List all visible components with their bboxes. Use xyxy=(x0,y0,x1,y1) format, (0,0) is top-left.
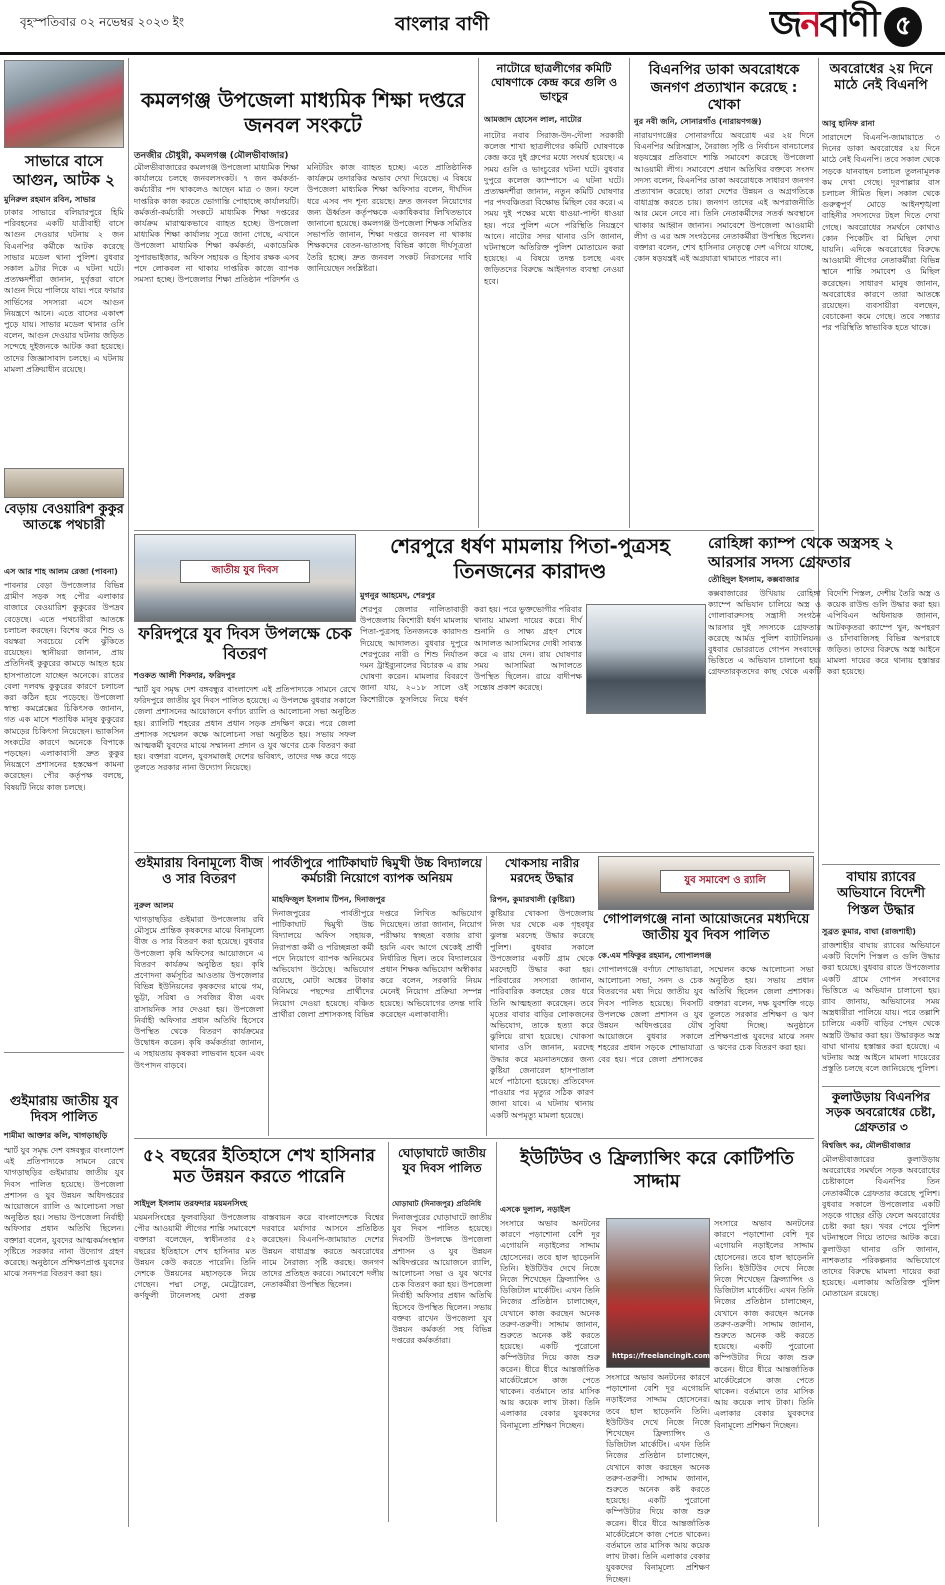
article-body-gopalganj: গোপালগঞ্জে বর্ণাঢ্য শোভাযাত্রা, আলোচনা সভা, সনদ ও চেক বিতরণের মধ্য দিয়ে জাতীয় যুব দিবস পালিত হয়েছে। দিবসটি উপলক্ষে জেলা প্রশাসন ও যুব উন্নয়ন অধিদপ্তরের যৌথ আয়োজনে বুধবার সকালে শহরের প্রধান সড়কে শোভাযাত্রা বের হয়। পরে জেলা প্রশাসকের সম্মেলন কক্ষে আলোচনা সভা অনুষ্ঠিত হয়। সভায় প্রধান অতিথি ছিলেন জেলা প্রশাসক। বক্তারা বলেন, দক্ষ যুবশক্তি গড়ে তুলতে সরকার প্রশিক্ষণ ও ঋণ সুবিধা দিচ্ছে। অনুষ্ঠানে প্রশিক্ষণপ্রাপ্ত যুবদের মাঝে সনদ ও ঋণের চেক বিতরণ করা হয়। xyxy=(598,965,814,1064)
byline-blockade: আবু হানিফ রানা xyxy=(822,119,875,128)
separator xyxy=(134,530,814,531)
article-body-savar: ঢাকার সাভারে বলিয়ারপুরে হিমি পরিবহনের একটি যাত্রীবাহী বাসে আগুন দেওয়ার ঘটনায় ২ জন বিএনপির কর্মীকে আটক করেছে সাভার মডেল থানা পুলিশ। বুধবার সকাল ৯টার দিকে এ ঘটনা ঘটে। প্রত্যক্ষদর্শীরা জানান, দুর্বৃত্তরা বাসে আগুন দিয়ে পালিয়ে যায়। পরে ফায়ার সার্ভিসের সদস্যরা এসে আগুন নিয়ন্ত্রণে আনে। এতে বাসের একাংশ পুড়ে যায়। সাভার মডেল থানার ওসি বলেন, আগুন দেওয়ার ঘটনায় জড়িত সন্দেহে দুইজনকে আটক করা হয়েছে। তাদের জিজ্ঞাসাবাদ চলছে। এ ঘটনায় মামলা প্রক্রিয়াধীন রয়েছে। xyxy=(4,208,124,374)
separator xyxy=(134,852,814,853)
headline-sherpur: শেরপুরে ধর্ষণ মামলায় পিতা-পুত্রসহ তিনজনের কারাদণ্ড xyxy=(390,534,670,583)
separator xyxy=(822,1086,940,1087)
rally-banner: জাতীয় যুব দিবস xyxy=(180,560,310,583)
byline-sherpur: মুগনুর আহমেদ, শেরপুর xyxy=(360,591,436,600)
newspaper-logo xyxy=(770,4,940,50)
headline-faridpur: ফরিদপুরে যুব দিবস উপলক্ষে চেক বিতরণ xyxy=(138,624,352,663)
headline-rohingya: রোহিঙ্গা ক্যাম্প থেকে অস্ত্রসহ ২ আরসার সদস্য গ্রেফতার xyxy=(708,534,894,571)
byline-guimara-seed: নুরুল আলম xyxy=(134,901,174,910)
headline-guimara-seed: গুইমারায় বিনামূল্যে বীজ ও সার বিতরণ xyxy=(135,856,263,888)
dog-photo xyxy=(4,468,124,498)
article-body-rohingya: কক্সবাজারের উখিয়ায় রোহিঙ্গা ক্যাম্পে অভিযান চালিয়ে অস্ত্র ও গোলাবারুদসহ সন্ত্রাসী সংগঠন আরসার দুই সদস্যকে গ্রেফতার করেছে আর্মড পুলিশ ব্যাটালিয়ন। বুধবার ভোররাতে গোপন সংবাদের ভিত্তিতে এ অভিযান চালানো হয়। গ্রেফতারকৃতদের কাছ থেকে একটি বিদেশি পিস্তল, দেশীয় তৈরি অস্ত্র ও কয়েক রাউন্ড গুলি উদ্ধার করা হয়। এপিবিএন অধিনায়ক জানান, আটককৃতরা ক্যাম্পে খুন, অপহরণ ও চাঁদাবাজিসহ বিভিন্ন অপরাধে জড়িত। তাদের বিরুদ্ধে অস্ত্র আইনে মামলা দায়ের করে থানায় হস্তান্তর করা হয়েছে। xyxy=(708,589,940,677)
headline-savar: সাভারে বাসে আগুন, আটক ২ xyxy=(13,152,115,189)
sherpur-arrest-photo xyxy=(586,604,706,714)
article-body-guimara-youth: স্মার্ট যুব সমৃদ্ধ দেশ বঙ্গবন্ধুর বাংলাদেশ এই প্রতিপাদ্যকে সামনে রেখে খাগড়াছড়ির গুইমারায় জাতীয় যুব দিবস পালিত হয়েছে। উপজেলা প্রশাসন ও যুব উন্নয়ন অধিদপ্তরের আয়োজনে র‌্যালি ও আলোচনা সভা অনুষ্ঠিত হয়। সভায় উপজেলা নির্বাহী অফিসার প্রধান অতিথি ছিলেন। বক্তারা বলেন, যুবদের আত্মকর্মসংস্থান সৃষ্টিতে সরকার নানা উদ্যোগ গ্রহণ করেছে। অনুষ্ঠানে প্রশিক্ষণপ্রাপ্ত যুবদের মাঝে সনদপত্র বিতরণ করা হয়। xyxy=(4,1146,124,1279)
headline-saddam: ইউটিউব ও ফ্রিল্যান্সিং করে কোটিপতি সাদ্দাম xyxy=(520,1148,794,1192)
byline-52-years: সাইদুল ইসলাম তরফদার ময়মনসিংহ xyxy=(134,1199,248,1208)
headline-gopalganj: গোপালগঞ্জে নানা আয়োজনের মধ্যদিয়ে জাতীয় যুব দিবস পালিত xyxy=(602,912,810,944)
separator xyxy=(4,1052,124,1053)
article-body-khoksa: কুষ্টিয়ার খোকসা উপজেলায় নিজ ঘর থেকে এক গৃহবধূর ঝুলন্ত মরদেহ উদ্ধার করেছে পুলিশ। বুধবার সকালে উপজেলার একটি গ্রাম থেকে মরদেহটি উদ্ধার করা হয়। পরিবারের সদস্যরা জানান, পারিবারিক কলহের জের ধরে তিনি আত্মহত্যা করেছেন। তবে মৃতের বাবার বাড়ির লোকজনের অভিযোগ, তাকে হত্যা করে ঝুলিয়ে রাখা হয়েছে। খোকসা থানার ওসি জানান, মরদেহ উদ্ধার করে ময়নাতদন্তের জন্য কুষ্টিয়া জেনারেল হাসপাতাল মর্গে পাঠানো হয়েছে। প্রতিবেদন পাওয়ার পর মৃত্যুর সঠিক কারণ জানা যাবে। এ ঘটনায় থানায় একটি অপমৃত্যু মামলা হয়েছে। xyxy=(490,909,594,1120)
byline-savar: মুনিরুল রহমান রবিন, সাভার xyxy=(4,195,96,204)
byline-bagha: সুব্রত কুমার, বাঘা (রাজশাহী) xyxy=(822,927,916,936)
headline-bagha: বাঘায় র‌্যাবের অভিযানে বিদেশী পিস্তল উদ্ধার xyxy=(837,870,925,918)
article-body-guimara-seed: খাগড়াছড়ির গুইমারা উপজেলায় রবি মৌসুমে প্রান্তিক কৃষকদের মাঝে বিনামূল্যে বীজ ও সার বিতরণ করা হয়েছে। বুধবার উপজেলা কৃষি অফিসের আয়োজনে এ বিতরণ কার্যক্রম অনুষ্ঠিত হয়। কৃষি প্রণোদনা কর্মসূচির আওতায় উপজেলার বিভিন্ন ইউনিয়নের কৃষকদের মাঝে গম, ভুট্টা, সরিষা ও সবজির বীজ এবং রাসায়নিক সার দেওয়া হয়। উপজেলা নির্বাহী অফিসার প্রধান অতিথি হিসেবে উপস্থিত থেকে বিতরণ কার্যক্রমের উদ্বোধন করেন। কৃষি কর্মকর্তারা জানান, এ সহায়তায় কৃষকরা লাভবান হবেন এবং উৎপাদন বাড়বে। xyxy=(134,915,264,1070)
column-divider xyxy=(268,856,269,1136)
headline-khoka: বিএনপির ডাকা অবরোধকে জনগণ প্রত্যাখান করেছে : খোকা xyxy=(648,62,800,113)
photo-url-caption: https://freelancingit.com xyxy=(612,1352,711,1360)
article-body-52-years: ময়মনসিংহের ফুলবাড়িয়া উপজেলায় পৌর আওয়ামী লীগের শান্তি সমাবেশে বক্তারা বলেছেন, স্বাধীনতার ৫২ বছরের ইতিহাসে শেখ হাসিনার মত উন্নয়ন কেউ করতে পারেনি। তিনি দেশকে উন্নয়নের মহাসড়কে নিয়ে গেছেন। পদ্মা সেতু, মেট্রোরেল, কর্ণফুলী টানেলসহ মেগা প্রকল্প বাস্তবায়ন করে বাংলাদেশকে বিশ্বের দরবারে মর্যাদার আসনে প্রতিষ্ঠিত করেছেন। বিএনপি-জামায়াত দেশের উন্নয়ন বাধাগ্রস্ত করতে অবরোধের নামে নৈরাজ্য সৃষ্টি করছে। জনগণ তাদের প্রতিহত করবে। সমাবেশে দলীয় নেতাকর্মীরা উপস্থিত ছিলেন। xyxy=(134,1213,384,1301)
article-body-faridpur: স্মার্ট যুব সমৃদ্ধ দেশ বঙ্গবন্ধুর বাংলাদেশ এই প্রতিপাদ্যকে সামনে রেখে ফরিদপুরে জাতীয় যুব দিবস পালিত হয়েছে। এ উপলক্ষে বুধবার সকালে জেলা প্রশাসনের আয়োজনে বর্ণাঢ্য র‌্যালি ও আলোচনা সভা অনুষ্ঠিত হয়। র‌্যালিটি শহরের প্রধান প্রধান সড়ক প্রদক্ষিণ করে। পরে জেলা প্রশাসক সম্মেলন কক্ষে আলোচনা সভা অনুষ্ঠিত হয়। সভায় সফল আত্মকর্মী যুবদের মাঝে সম্মাননা প্রদান ও যুব ঋণের চেক বিতরণ করা হয়। বক্তারা বলেন, যুবসমাজই দেশের ভবিষ্যৎ, তাদের দক্ষ করে গড়ে তুলতে সরকার নানা উদ্যোগ নিয়েছে। xyxy=(134,685,356,773)
article-body-parbatipur: দিনাজপুরের পার্বতীপুরে পাটিকাঘাট দ্বিমুখী উচ্চ বিদ্যালয়ে অফিস সহায়ক, নিরাপত্তা কর্মী ও পরিচ্ছন্নতা কর্মী পদে নিয়োগে ব্যাপক অনিয়মের অভিযোগ উঠেছে। অভিযোগ রয়েছে, মোটা অঙ্কের টাকার বিনিময়ে পছন্দের প্রার্থীদের নিয়োগ দেওয়া হয়েছে। বঞ্চিত প্রার্থীরা জেলা প্রশাসকসহ বিভিন্ন দপ্তরে লিখিত অভিযোগ দিয়েছেন। তারা জানান, নিয়োগ পরীক্ষায় স্বচ্ছতা বজায় রাখা হয়নি এবং আগে থেকেই প্রার্থী নির্ধারিত ছিল। তবে বিদ্যালয়ের প্রধান শিক্ষক অভিযোগ অস্বীকার করে বলেন, সরকারি নিয়ম মেনেই নিয়োগ প্রক্রিয়া সম্পন্ন হয়েছে। অভিযোগের তদন্ত দাবি করেছেন এলাকাবাসী। xyxy=(272,909,482,1019)
article-body-kamalganj: মৌলভীবাজারের কমলগঞ্জ উপজেলা মাধ্যমিক শিক্ষা কার্যালয়ে চলছে জনবলসংকট। ৭ জন কর্মকর্তা-কর্মচারীর পদ থাকলেও আছেন মাত্র ৩ জন। ফলে দাপ্তরিক কাজ করতে ভোগান্তি পোহাচ্ছে কার্যালয়টি। কর্মকর্তা-কর্মচারী সংকটে মাধ্যমিক শিক্ষা দপ্তরের কার্যক্রম মারাত্মকভাবে ব্যাহত হচ্ছে। উপজেলা মাধ্যমিক শিক্ষা কার্যালয় সূত্রে জানা গেছে, এখানে উপজেলা মাধ্যমিক শিক্ষা কর্মকর্তা, একাডেমিক সুপারভাইজার, অফিস সহায়ক ও হিসাব রক্ষক এসব পদে লোকবল না থাকায় দাপ্তরিক কাজে ব্যাপক সমস্যা হচ্ছে। উপজেলার শিক্ষা প্রতিষ্ঠান পরিদর্শন ও মনিটরিং কাজ ব্যাহত হচ্ছে। এতে প্রাতিষ্ঠানিক কার্যক্রমে তদারকির অভাব দেখা দিয়েছে। এ বিষয়ে উপজেলা মাধ্যমিক শিক্ষা অফিসার বলেন, দীর্ঘদিন ধরে এসব পদ শূন্য রয়েছে। দ্রুত জনবল নিয়োগের জন্য ঊর্ধ্বতন কর্তৃপক্ষকে একাধিকবার লিখিতভাবে জানানো হয়েছে। কমলগঞ্জ উপজেলা শিক্ষক সমিতির সভাপতি জানান, শিক্ষা দপ্তরে জনবল না থাকায় শিক্ষকদের বেতন-ভাতাসহ বিভিন্ন কাজে দীর্ঘসূত্রতা তৈরি হচ্ছে। দ্রুত জনবল সংকট নিরসনের দাবি জানিয়েছেন সংশ্লিষ্টরা। xyxy=(134,163,472,285)
article-body-dog: পাবনার বেড়া উপজেলার বিভিন্ন গ্রামীণ সড়ক সহ পৌর এলাকার বাজারে বেওয়ারিশ কুকুরের উপদ্রব বেড়েছে। এতে পথচারীরা আতঙ্কে চলাচল করছেন। বিশেষ করে শিশু ও বয়স্করা সবচেয়ে বেশি ঝুঁকিতে রয়েছেন। স্থানীয়রা জানান, প্রায় প্রতিদিনই কুকুরের কামড়ে আহত হয়ে হাসপাতালে যাচ্ছেন অনেকে। রাতের বেলা দলবদ্ধ কুকুরের কারণে চলাচল করা কঠিন হয়ে পড়েছে। উপজেলা স্বাস্থ্য কমপ্লেক্সের চিকিৎসক জানান, গত এক মাসে শতাধিক মানুষ কুকুরের কামড়ের চিকিৎসা নিয়েছেন। ভ্যাকসিন সংকটের কারণে অনেকে বিপাকে পড়ছেন। এলাকাবাসী দ্রুত কুকুর নিয়ন্ত্রণে প্রশাসনের হস্তক্ষেপ কামনা করেছেন। পৌর কর্তৃপক্ষ বলছে, বিষয়টি নিয়ে কাজ চলছে। xyxy=(4,581,124,792)
column-divider xyxy=(486,856,487,1136)
byline-khoksa: রিপন, কুমারখালী (কুষ্টিয়া) xyxy=(490,895,576,904)
column-divider xyxy=(478,58,479,528)
byline-guimara-youth: শামীমা আক্তার কলি, খাগড়াছড়ি xyxy=(4,1131,108,1140)
byline-gopalganj: কে.এম শফিকুর রহমান, গোপালগঞ্জ xyxy=(598,951,712,960)
logo-text-1: জ xyxy=(770,4,801,45)
headline-kulaura: কুলাউড়ায় বিএনপির সড়ক অবরোধের চেষ্টা, গ্রেফতার ৩ xyxy=(826,1090,936,1134)
byline-saddam: এসকে দুলাল, নড়াইল xyxy=(500,1205,571,1214)
headline-ghoraghat: ঘোড়াঘাটে জাতীয় যুব দিবস পালিত xyxy=(398,1146,486,1175)
byline-rohingya: তৌহিদুল ইসলাম, কক্সবাজার xyxy=(708,575,800,584)
headline-parbatipur: পার্বতীপুরে পাটিকাঘাট দ্বিমুখী উচ্চ বিদ্যালয়ে কর্মচারী নিয়োগে ব্যাপক অনিয়ম xyxy=(272,856,482,885)
youth-banner: যুব সমাবেশ ও র‌্যালি xyxy=(660,870,790,893)
column-divider xyxy=(629,58,630,528)
headline-dog: বেড়ায় বেওয়ারিশ কুকুর আতঙ্কে পথচারী xyxy=(4,502,124,534)
byline-kamalganj: তনজীর চৌধুরী, কমলগঞ্জ (মৌলভীবাজার) xyxy=(134,151,289,161)
article-body-sherpur: শেরপুর জেলার নালিতাবাড়ী উপজেলায় কিশোরী ধর্ষণ মামলায় পিতা-পুত্রসহ তিনজনকে কারাদণ্ড দিয়েছে আদালত। বুধবার দুপুরে শেরপুরের নারী ও শিশু নির্যাতন দমন ট্রাইব্যুনালের বিচারক এ রায় ঘোষণা করেন। মামলার বিবরণে জানা যায়, ২০১৮ সালে ওই কিশোরীকে ফুসলিয়ে নিয়ে ধর্ষণ করা হয়। পরে ভুক্তভোগীর পরিবার থানায় মামলা দায়ের করে। দীর্ঘ শুনানি ও সাক্ষ্য গ্রহণ শেষে আদালত আসামিদের দোষী সাব্যস্ত করে এ রায় দেন। রায় ঘোষণার সময় আসামিরা আদালতে উপস্থিত ছিলেন। রায়ে বাদীপক্ষ সন্তোষ প্রকাশ করেছে। xyxy=(360,605,582,704)
page-number: ৫ xyxy=(884,7,922,47)
issue-date: বৃহস্পতিবার ০২ নভেম্বর ২০২৩ ইং xyxy=(20,15,185,29)
byline-khoka: নুর নবী জনি, সোনারগাঁও (নারায়ণগঞ্জ) xyxy=(634,117,762,126)
headline-kamalganj: কমলগঞ্জ উপজেলা মাধ্যমিক শিক্ষা দপ্তরে জনবল সংকটে xyxy=(140,88,466,137)
headline-natore: নাটোরে ছাত্রলীগের কমিটি ঘোষণাকে কেন্দ্র করে গুলি ও ভাংচুর xyxy=(490,62,618,103)
column-divider xyxy=(388,1142,389,1522)
column-divider xyxy=(128,58,129,1527)
headline-khoksa: খোকসায় নারীর মরদেহ উদ্ধার xyxy=(504,856,580,885)
article-body-ghoraghat: দিনাজপুরের ঘোড়াঘাটে জাতীয় যুব দিবস পালিত হয়েছে। দিবসটি উপলক্ষে উপজেলা প্রশাসন ও যুব উন্নয়ন অধিদপ্তরের আয়োজনে র‌্যালি, আলোচনা সভা ও যুব ঋণের চেক বিতরণ করা হয়। উপজেলা নির্বাহী অফিসার প্রধান অতিথি হিসেবে উপস্থিত ছিলেন। সভায় বক্তব্য রাখেন উপজেলা যুব উন্নয়ন কর্মকর্তা সহ বিভিন্ন দপ্তরের কর্মকর্তারা। xyxy=(392,1213,492,1346)
byline-natore: আমজাদ হোসেন লাল, নাটোর xyxy=(484,115,582,124)
article-body-bagha: রাজশাহীর বাঘায় র‌্যাবের অভিযানে একটি বিদেশি পিস্তল ও গুলি উদ্ধার করা হয়েছে। বুধবার রাতে উপজেলার একটি গ্রামে গোপন সংবাদের ভিত্তিতে এ অভিযান চালানো হয়। র‌্যাব জানায়, অভিযানের সময় অস্ত্রধারীরা পালিয়ে যায়। পরে তল্লাশি চালিয়ে একটি বাড়ির পেছন থেকে অস্ত্রটি উদ্ধার করা হয়। উদ্ধারকৃত অস্ত্র বাঘা থানায় হস্তান্তর করা হয়েছে। এ ঘটনায় অস্ত্র আইনে মামলা দায়েরের প্রস্তুতি চলছে বলে জানিয়েছে পুলিশ। xyxy=(822,941,940,1074)
article-body-khoka: নারায়ণগঞ্জের সোনারগাঁয়ে অবরোধ এর ২য় দিনে বিএনপির অগ্নিসন্ত্রাস, নৈরাজ্য সৃষ্টি ও নির্বাচন বানচালের ষড়যন্ত্রের প্রতিবাদে শান্তি সমাবেশ করেছে উপজেলা আওয়ামী লীগ। সমাবেশে প্রধান অতিথির বক্তব্যে সংসদ সদস্য বলেন, বিএনপির ডাকা অবরোধকে সাধারণ জনগণ প্রত্যাখান করেছে। তারা দেশের উন্নয়ন ও অগ্রগতিকে বাধাগ্রস্ত করতে চায়। জনগণ তাদের এই অপরাজনীতি আর মেনে নেবে না। তিনি নেতাকর্মীদের সতর্ক অবস্থানে থাকার আহ্বান জানান। সমাবেশে উপজেলা আওয়ামী লীগ ও এর অঙ্গ সংগঠনের নেতাকর্মীরা উপস্থিত ছিলেন। বক্তারা বলেন, শেখ হাসিনার নেতৃত্বে দেশ এগিয়ে যাচ্ছে, কোন ষড়যন্ত্রই এই অগ্রযাত্রা থামাতে পারবে না। xyxy=(634,131,814,264)
headline-blockade: অবরোধের ২য় দিনে মাঠে নেই বিএনপি xyxy=(829,62,933,94)
header-rule xyxy=(0,52,945,55)
article-body-kulaura: মৌলভীবাজারের কুলাউড়ায় অবরোধের সমর্থনে সড়ক অবরোধের চেষ্টাকালে বিএনপির তিন নেতাকর্মীকে গ্রেফতার করেছে পুলিশ। বুধবার সকালে উপজেলার একটি সড়কে গাছের গুঁড়ি ফেলে অবরোধের চেষ্টা করা হয়। খবর পেয়ে পুলিশ ঘটনাস্থলে গিয়ে তাদের আটক করে। কুলাউড়া থানার ওসি জানান, নাশকতার পরিকল্পনার অভিযোগে তাদের বিরুদ্ধে মামলা দায়ের করা হয়েছে। এলাকায় অতিরিক্ত পুলিশ মোতায়েন রয়েছে। xyxy=(822,1155,940,1299)
saddam-photo xyxy=(606,1218,710,1368)
byline-kulaura: বিশ্বজিৎ কর, মৌলভীবাজার xyxy=(822,1141,911,1150)
logo-text-3: বাণী xyxy=(819,4,879,45)
separator xyxy=(134,1138,814,1139)
article-body-saddam-cont: সংসারে অভাব অনটনের কারণে পড়াশোনা বেশি দূর এগোয়নি নড়াইলের সাদ্দাম হোসেনের। তবে হাল ছাড়েননি তিনি। ইউটিউব দেখে নিজে নিজে শিখেছেন ফ্রিল্যান্সিং ও ডিজিটাল মার্কেটিং। এখন তিনি নিজের প্রতিষ্ঠান চালাচ্ছেন, যেখানে কাজ করছেন অনেক তরুণ-তরুণী। সাদ্দাম জানান, শুরুতে অনেক কষ্ট করতে হয়েছে। একটি পুরোনো কম্পিউটার দিয়ে কাজ শুরু করেন। ধীরে ধীরে আন্তর্জাতিক মার্কেটপ্লেসে কাজ পেতে থাকেন। বর্তমানে তার মাসিক আয় কয়েক লাখ টাকা। তিনি এলাকার বেকার যুবকদের বিনামূল্যে প্রশিক্ষণ দিচ্ছেন। xyxy=(714,1219,814,1430)
article-body-natore: নাটোর নবাব সিরাজ-উদ-দৌলা সরকারী কলেজ শাখা ছাত্রলীগের কমিটি ঘোষণাকে কেন্দ্র করে দুই গ্রুপের মধ্যে সংঘর্ষ হয়েছে। এ সময় গুলি ও ভাংচুরের ঘটনা ঘটে। বুধবার দুপুরে কলেজ ক্যাম্পাসে এ ঘটনা ঘটে। প্রত্যক্ষদর্শীরা জানান, নতুন কমিটি ঘোষণার পর পদবঞ্চিতরা বিক্ষোভ মিছিল বের করে। এ সময় দুই পক্ষের মধ্যে ধাওয়া-পাল্টা ধাওয়া হয়। পরে পুলিশ এসে পরিস্থিতি নিয়ন্ত্রণে আনে। নাটোর সদর থানার ওসি জানান, ঘটনাস্থলে অতিরিক্ত পুলিশ মোতায়েন করা হয়েছে। এ বিষয়ে তদন্ত চলছে এবং জড়িতদের বিরুদ্ধে আইনগত ব্যবস্থা নেওয়া হবে। xyxy=(484,131,624,286)
article-body-saddam-cont2: সংসারে অভাব অনটনের কারণে পড়াশোনা বেশি দূর এগোয়নি নড়াইলের সাদ্দাম হোসেনের। তবে হাল ছাড়েননি তিনি। ইউটিউব দেখে নিজে নিজে শিখেছেন ফ্রিল্যান্সিং ও ডিজিটাল মার্কেটিং। এখন তিনি নিজের প্রতিষ্ঠান চালাচ্ছেন, যেখানে কাজ করছেন অনেক তরুণ-তরুণী। সাদ্দাম জানান, শুরুতে অনেক কষ্ট করতে হয়েছে। একটি পুরোনো কম্পিউটার দিয়ে কাজ শুরু করেন। ধীরে ধীরে আন্তর্জাতিক মার্কেটপ্লেসে কাজ পেতে থাকেন। বর্তমানে তার মাসিক আয় কয়েক লাখ টাকা। তিনি এলাকার বেকার যুবকদের বিনামূল্যে প্রশিক্ষণ দিচ্ছেন। xyxy=(606,1373,710,1584)
headline-52-years: ৫২ বছরের ইতিহাসে শেখ হাসিনার মত উন্নয়ন করতে পারেনি xyxy=(143,1146,375,1188)
byline-dog: এস আর শাহ আলম রেজা (পাবনা) xyxy=(4,567,118,576)
section-name: বাংলার বাণী xyxy=(395,13,490,35)
byline-ghoraghat: ঘোড়াঘাট (দিনাজপুর) প্রতিনিধি xyxy=(392,1200,482,1208)
column-divider xyxy=(496,1142,497,1522)
byline-faridpur: শওকত আলী শিকদার, ফরিদপুর xyxy=(134,671,236,680)
article-body-saddam: সংসারে অভাব অনটনের কারণে পড়াশোনা বেশি দূর এগোয়নি নড়াইলের সাদ্দাম হোসেনের। তবে হাল ছাড়েননি তিনি। ইউটিউব দেখে নিজে নিজে শিখেছেন ফ্রিল্যান্সিং ও ডিজিটাল মার্কেটিং। এখন তিনি নিজের প্রতিষ্ঠান চালাচ্ছেন, যেখানে কাজ করছেন অনেক তরুণ-তরুণী। সাদ্দাম জানান, শুরুতে অনেক কষ্ট করতে হয়েছে। একটি পুরোনো কম্পিউটার দিয়ে কাজ শুরু করেন। ধীরে ধীরে আন্তর্জাতিক মার্কেটপ্লেসে কাজ পেতে থাকেন। বর্তমানে তার মাসিক আয় কয়েক লাখ টাকা। তিনি এলাকার বেকার যুবকদের বিনামূল্যে প্রশিক্ষণ দিচ্ছেন। xyxy=(500,1219,600,1430)
separator xyxy=(822,864,940,865)
headline-guimara-youth: গুইমারায় জাতীয় যুব দিবস পালিত xyxy=(9,1094,119,1126)
article-body-blockade: সারাদেশে বিএনপি-জামায়াতে ৩ দিনের ডাকা অবরোধের ২য় দিনে মাঠে নেই বিএনপি। তবে সকাল থেকে সড়কে যানবাহন চলাচল তুলনামূলক কম দেখা গেছে। দূরপাল্লার বাস চলাচল সীমিত ছিল। সকাল থেকে গুরুত্বপূর্ণ মোড়ে আইনশৃঙ্খলা বাহিনীর সদস্যদের টহল দিতে দেখা গেছে। অবরোধের সমর্থনে কোথাও কোন পিকেটিং বা মিছিল দেখা যায়নি। এদিকে অবরোধের বিরুদ্ধে আওয়ামী লীগের নেতাকর্মীরা বিভিন্ন স্থানে শান্তি সমাবেশ ও মিছিল করেছেন। সাধারণ মানুষ জানান, অবরোধের কারণে তারা আতঙ্কে রয়েছেন। ব্যবসায়ীরা বলছেন, বেচাকেনা কমে গেছে। তবে সন্ধ্যার পর পরিস্থিতি স্বাভাবিক হতে থাকে। xyxy=(822,133,940,333)
logo-text-2: ন xyxy=(800,4,820,45)
byline-parbatipur: মাহফিজুল ইসলাম টিপন, দিনাজপুর xyxy=(272,895,386,904)
bus-fire-photo xyxy=(4,60,124,148)
